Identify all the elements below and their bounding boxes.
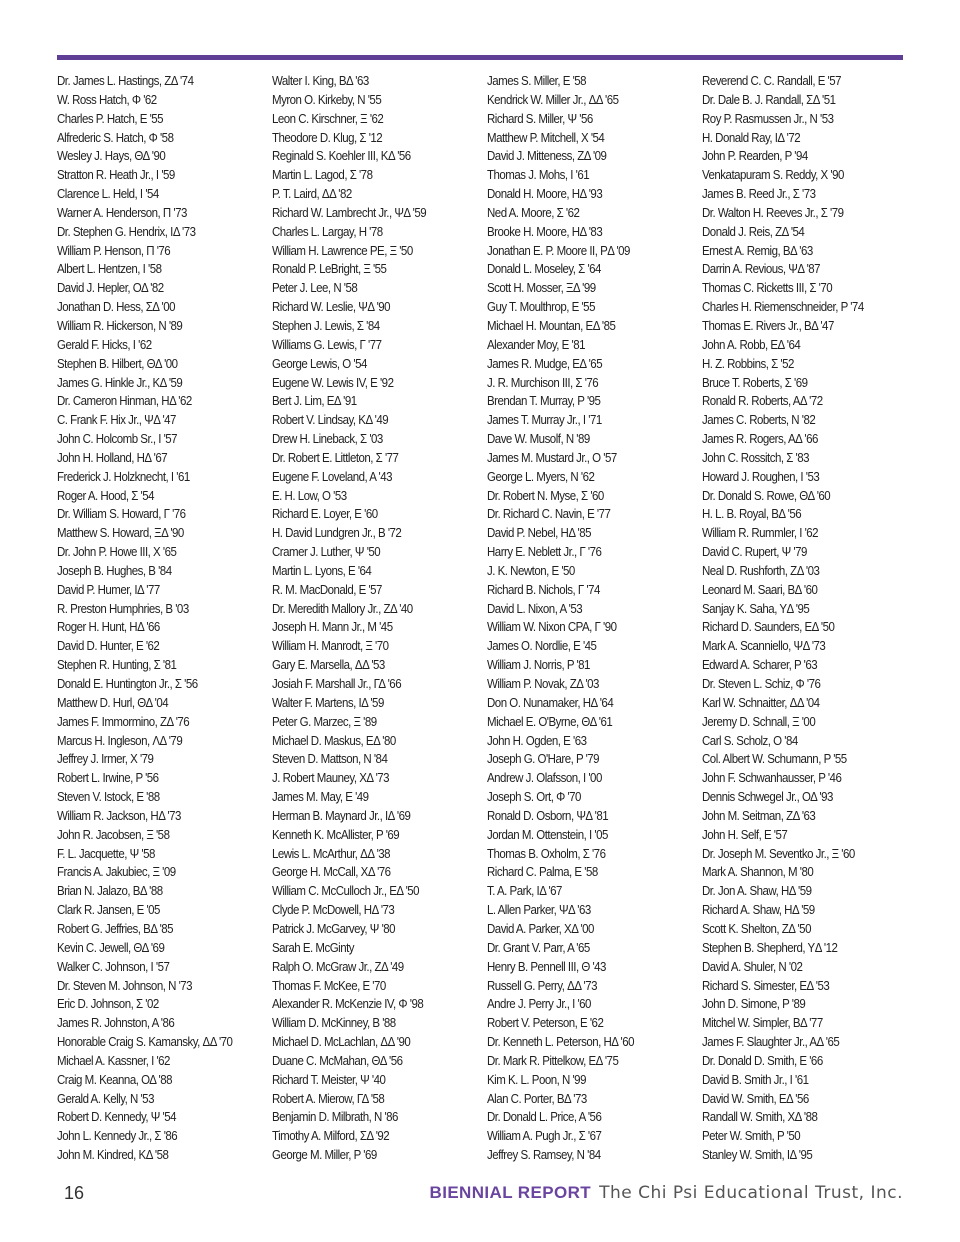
donor-entry: Howard J. Roughen, I '53 bbox=[702, 469, 820, 484]
donor-entry: James M. Mustard Jr., O '57 bbox=[487, 450, 617, 465]
donor-entry: James R. Johnston, A '86 bbox=[57, 1016, 175, 1031]
donor-entry: Richard S. Simester, EΔ '53 bbox=[702, 978, 830, 993]
donor-entry: Charles H. Riemenschneider, P '74 bbox=[702, 300, 864, 315]
donor-entry: Harry E. Neblett Jr., Γ '76 bbox=[487, 545, 602, 560]
donor-entry: Walker C. Johnson, I '57 bbox=[57, 959, 170, 974]
donor-entry: Edward A. Scharer, P '63 bbox=[702, 658, 818, 673]
donor-entry: Michael H. Mountan, EΔ '85 bbox=[487, 318, 616, 333]
donor-entry: Cramer J. Luther, Ψ '50 bbox=[272, 545, 381, 560]
donor-entry: John D. Simone, P '89 bbox=[702, 997, 806, 1012]
donor-entry: Michael D. Maskus, EΔ '80 bbox=[272, 733, 396, 748]
donor-entry: Dr. Donald L. Price, A '56 bbox=[487, 1110, 602, 1125]
donor-entry: Michael A. Kassner, I '62 bbox=[57, 1053, 170, 1068]
donor-entry: William H. Lawrence PE, Ξ '50 bbox=[272, 243, 413, 258]
donor-entry: Jeffrey S. Ramsey, N '84 bbox=[487, 1148, 601, 1163]
donor-entry: Ronald R. Roberts, AΔ '72 bbox=[702, 394, 823, 409]
donor-entry: Mitchel W. Simpler, BΔ '77 bbox=[702, 1016, 823, 1031]
donor-entry: Alexander R. McKenzie IV, Φ '98 bbox=[272, 997, 424, 1012]
donor-entry: Michael D. McLachlan, ΔΔ '90 bbox=[272, 1035, 411, 1050]
donor-entry: Bert J. Lim, EΔ '91 bbox=[272, 394, 357, 409]
donor-entry: Brooke H. Moore, HΔ '83 bbox=[487, 224, 603, 239]
donor-entry: James S. Miller, E '58 bbox=[487, 74, 587, 88]
donor-entry: Martin L. Lyons, E '64 bbox=[272, 563, 372, 578]
donor-entry: Thomas B. Oxholm, Σ '76 bbox=[487, 846, 606, 861]
donor-entry: John H. Ogden, E '63 bbox=[487, 733, 587, 748]
donor-entry: John H. Holland, HΔ '67 bbox=[57, 450, 168, 465]
donor-entry: Roger A. Hood, Σ '54 bbox=[57, 488, 155, 503]
report-label: BIENNIAL REPORT bbox=[429, 1183, 592, 1202]
donor-entry: Roy P. Rasmussen Jr., N '53 bbox=[702, 111, 834, 126]
donor-entry: Kenneth K. McAllister, P '69 bbox=[272, 827, 400, 842]
donor-entry: Richard A. Shaw, HΔ '59 bbox=[702, 903, 815, 918]
donor-entry: Joseph H. Mann Jr., M '45 bbox=[272, 620, 393, 635]
donor-entry: James T. Murray Jr., I '71 bbox=[487, 413, 602, 428]
donor-entry: John M. Kindred, KΔ '58 bbox=[57, 1148, 169, 1163]
donor-entry: Dr. James L. Hastings, ΖΔ '74 bbox=[57, 74, 194, 88]
donor-entry: Randall W. Smith, XΔ '88 bbox=[702, 1110, 818, 1125]
donor-entry: Thomas E. Rivers Jr., BΔ '47 bbox=[702, 318, 834, 333]
donor-entry: Martin L. Lagod, Σ '78 bbox=[272, 168, 373, 183]
donor-entry: Dr. Steven M. Johnson, N '73 bbox=[57, 978, 193, 993]
donor-entry: Stanley W. Smith, IΔ '95 bbox=[702, 1148, 813, 1163]
donor-entry: Alexander Moy, E '81 bbox=[487, 337, 585, 352]
donor-entry: Robert G. Jeffries, BΔ '85 bbox=[57, 921, 174, 936]
donor-entry: William R. Hickerson, N '89 bbox=[57, 318, 183, 333]
donor-entry: H. L. B. Royal, BΔ '56 bbox=[702, 507, 802, 522]
donor-entry: Williams G. Lewis, Γ '77 bbox=[272, 337, 382, 352]
donor-entry: Donald H. Moore, HΔ '93 bbox=[487, 187, 603, 202]
donor-entry: William R. Jackson, HΔ '73 bbox=[57, 808, 181, 823]
donor-entry: Don O. Nunamaker, HΔ '64 bbox=[487, 695, 614, 710]
donor-entry: Richard B. Nichols, Γ '74 bbox=[487, 582, 600, 597]
donor-entry: James G. Hinkle Jr., KΔ '59 bbox=[57, 375, 183, 390]
donor-entry: Dr. Steven L. Schiz, Φ '76 bbox=[702, 677, 821, 691]
donor-entry: John L. Kennedy Jr., Σ '86 bbox=[57, 1129, 178, 1144]
donor-entry: Steven D. Mattson, N '84 bbox=[272, 752, 388, 767]
donor-entry: Matthew P. Mitchell, X '54 bbox=[487, 130, 605, 145]
donor-entry: Dr. Robert N. Myse, Σ '60 bbox=[487, 488, 604, 503]
donor-entry: Marcus H. Ingleson, ΛΔ '79 bbox=[57, 733, 183, 748]
donor-entry: Honorable Craig S. Kamansky, ΔΔ '70 bbox=[57, 1035, 233, 1050]
donor-entry: Dr. Donald D. Smith, E '66 bbox=[702, 1053, 823, 1068]
donor-entry: J. Robert Mauney, XΔ '73 bbox=[272, 771, 390, 786]
donor-entry: P. T. Laird, ΔΔ '82 bbox=[272, 187, 352, 202]
donor-entry: Walter F. Martens, IΔ '59 bbox=[272, 695, 384, 710]
donor-entry: David J. Mitteness, ΖΔ '09 bbox=[487, 149, 607, 164]
donor-entry: Eugene F. Loveland, A '43 bbox=[272, 469, 392, 484]
donor-entry: John H. Self, E '57 bbox=[702, 827, 788, 842]
donor-entry: Mark A. Scanniello, ΨΔ '73 bbox=[702, 639, 826, 654]
donor-entry: Peter W. Smith, P '50 bbox=[702, 1129, 801, 1144]
donor-entry: Alan C. Porter, BΔ '73 bbox=[487, 1091, 587, 1106]
donor-entry: Dr. Walton H. Reeves Jr., Σ '79 bbox=[702, 205, 844, 220]
donor-entry: J. K. Newton, E '50 bbox=[487, 563, 575, 578]
donor-entry: Gerald F. Hicks, I '62 bbox=[57, 337, 152, 352]
donor-entry: George H. McCall, XΔ '76 bbox=[272, 865, 391, 880]
donor-entry: Donald L. Moseley, Σ '64 bbox=[487, 262, 601, 277]
donor-entry: Kendrick W. Miller Jr., ΔΔ '65 bbox=[487, 92, 619, 107]
donor-entry: Stratton R. Heath Jr., I '59 bbox=[57, 168, 175, 183]
donor-entry: Henry B. Pennell III, Θ '43 bbox=[487, 959, 606, 974]
donor-entry: Ralph O. McGraw Jr., ΖΔ '49 bbox=[272, 959, 404, 974]
donor-entry: Gerald A. Kelly, N '53 bbox=[57, 1091, 154, 1106]
donor-entry: Dr. Kenneth L. Peterson, HΔ '60 bbox=[487, 1035, 634, 1050]
donor-entry: Russell G. Perry, ΔΔ '73 bbox=[487, 978, 598, 993]
donor-entry: Stephen B. Hilbert, ΘΔ '00 bbox=[57, 356, 178, 371]
donor-entry: William H. Manrodt, Ξ '70 bbox=[272, 639, 389, 654]
donor-entry: David A. Shuler, N '02 bbox=[702, 959, 803, 974]
donor-entry: Craig M. Keanna, ΟΔ '88 bbox=[57, 1072, 172, 1087]
donor-list bbox=[57, 72, 917, 1165]
donor-entry: Brian N. Jalazo, BΔ '88 bbox=[57, 884, 163, 899]
donor-entry: John F. Schwanhausser, P '46 bbox=[702, 771, 842, 786]
donor-entry: Venkatapuram S. Reddy, X '90 bbox=[702, 168, 844, 183]
donor-entry: Dr. Stephen G. Hendrix, IΔ '73 bbox=[57, 224, 196, 239]
donor-entry: R. Preston Humphries, B '03 bbox=[57, 601, 189, 616]
donor-entry: Joseph S. Ort, Φ '70 bbox=[487, 790, 581, 805]
donor-entry: Andrew J. Olafsson, I '00 bbox=[487, 771, 602, 786]
donor-entry: E. H. Low, O '53 bbox=[272, 488, 347, 503]
donor-entry: William A. Pugh Jr., Σ '67 bbox=[487, 1129, 602, 1144]
donor-entry: Dr. William S. Howard, Γ '76 bbox=[57, 507, 186, 522]
donor-entry: Guy T. Moulthrop, E '55 bbox=[487, 300, 595, 315]
donor-entry: Dennis Schwegel Jr., ΟΔ '93 bbox=[702, 790, 833, 805]
donor-entry: Richard W. Leslie, ΨΔ '90 bbox=[272, 300, 391, 315]
donor-entry: Dr. Mark R. Pittelkow, EΔ '75 bbox=[487, 1053, 619, 1068]
donor-entry: Dr. Robert E. Littleton, Σ '77 bbox=[272, 450, 399, 465]
donor-entry: Dr. Cameron Hinman, HΔ '62 bbox=[57, 394, 192, 409]
donor-entry: L. Allen Parker, ΨΔ '63 bbox=[487, 903, 591, 918]
donor-entry: Ronald D. Osborn, ΨΔ '81 bbox=[487, 808, 609, 823]
donor-entry: Dr. Meredith Mallory Jr., ΖΔ '40 bbox=[272, 601, 413, 616]
donor-entry: Reginald S. Koehler III, KΔ '56 bbox=[272, 149, 411, 164]
donor-entry: Leonard M. Saari, BΔ '60 bbox=[702, 582, 818, 597]
donor-entry: W. Ross Hatch, Φ '62 bbox=[57, 92, 157, 107]
donor-entry: James F. Immormino, ΖΔ '76 bbox=[57, 714, 190, 729]
donor-entry: Joseph G. O'Hare, P '79 bbox=[487, 752, 600, 767]
donor-column-1 bbox=[57, 72, 272, 1165]
donor-entry: Jonathan E. P. Moore II, PΔ '09 bbox=[487, 243, 630, 258]
donor-entry: Jeffrey J. Irmer, X '79 bbox=[57, 752, 154, 767]
donor-entry: Richard S. Miller, Ψ '56 bbox=[487, 111, 593, 126]
donor-entry: Eric D. Johnson, Σ '02 bbox=[57, 997, 159, 1012]
donor-entry: John R. Jacobsen, Ξ '58 bbox=[57, 827, 170, 842]
donor-entry: Bruce T. Roberts, Σ '69 bbox=[702, 375, 808, 390]
donor-entry: Robert V. Lindsay, KΔ '49 bbox=[272, 413, 389, 428]
donor-entry: Richard T. Meister, Ψ '40 bbox=[272, 1072, 386, 1087]
donor-entry: Darrin A. Revious, ΨΔ '87 bbox=[702, 262, 821, 277]
donor-entry: Theodore D. Klug, Σ '12 bbox=[272, 130, 383, 145]
donor-entry: Ernest A. Remig, BΔ '63 bbox=[702, 243, 813, 258]
donor-entry: James C. Roberts, N '82 bbox=[702, 413, 816, 428]
donor-entry: Peter G. Marzec, Ξ '89 bbox=[272, 714, 377, 729]
donor-entry: Robert V. Peterson, E '62 bbox=[487, 1016, 604, 1031]
donor-entry: William W. Nixon CPA, Γ '90 bbox=[487, 620, 617, 635]
header-rule bbox=[57, 55, 903, 60]
donor-entry: Donald E. Huntington Jr., Σ '56 bbox=[57, 677, 198, 691]
donor-entry: Stephen J. Lewis, Σ '84 bbox=[272, 318, 380, 333]
donor-entry: Duane C. McMahan, ΘΔ '56 bbox=[272, 1053, 403, 1068]
donor-entry: Herman B. Maynard Jr., IΔ '69 bbox=[272, 808, 411, 823]
donor-entry: David J. Hepler, ΟΔ '82 bbox=[57, 281, 164, 296]
donor-entry: Dr. Jon A. Shaw, HΔ '59 bbox=[702, 884, 812, 899]
donor-entry: Dr. John P. Howe III, X '65 bbox=[57, 545, 177, 560]
donor-entry: Scott H. Mosser, ΞΔ '99 bbox=[487, 281, 596, 296]
donor-entry: Wesley J. Hays, ΘΔ '90 bbox=[57, 149, 166, 164]
donor-entry: Donald J. Reis, ΖΔ '54 bbox=[702, 224, 805, 239]
donor-entry: Thomas F. McKee, E '70 bbox=[272, 978, 386, 993]
donor-entry: Walter I. King, BΔ '63 bbox=[272, 74, 369, 88]
donor-entry: Gary E. Marsella, ΔΔ '53 bbox=[272, 658, 385, 673]
donor-entry: Josiah F. Marshall Jr., ΓΔ '66 bbox=[272, 677, 402, 691]
donor-entry: F. L. Jacquette, Ψ '58 bbox=[57, 846, 155, 861]
donor-entry: Neal D. Rushforth, ΖΔ '03 bbox=[702, 563, 820, 578]
donor-entry: Patrick J. McGarvey, Ψ '80 bbox=[272, 921, 396, 936]
donor-entry: Robert D. Kennedy, Ψ '54 bbox=[57, 1110, 176, 1125]
donor-entry: Clyde P. McDowell, HΔ '73 bbox=[272, 903, 395, 918]
donor-entry: John C. Rossitch, Σ '83 bbox=[702, 450, 809, 465]
donor-entry: Kim K. L. Poon, N '99 bbox=[487, 1072, 586, 1087]
donor-entry: C. Frank F. Hix Jr., ΨΔ '47 bbox=[57, 413, 176, 428]
donor-entry: William P. Henson, Π '76 bbox=[57, 243, 171, 258]
donor-entry: Mark A. Shannon, M '80 bbox=[702, 865, 814, 880]
donor-entry: David W. Smith, EΔ '56 bbox=[702, 1091, 809, 1106]
donor-entry: Thomas J. Mohs, I '61 bbox=[487, 168, 590, 183]
donor-entry: Clark R. Jansen, E '05 bbox=[57, 903, 160, 918]
donor-entry: Charles P. Hatch, E '55 bbox=[57, 111, 164, 126]
donor-entry: John M. Seitman, ΖΔ '63 bbox=[702, 808, 816, 823]
donor-entry: George Lewis, O '54 bbox=[272, 356, 367, 371]
donor-entry: Jordan M. Ottenstein, I '05 bbox=[487, 827, 608, 842]
donor-entry: John C. Holcomb Sr., I '57 bbox=[57, 432, 178, 447]
donor-entry: Robert L. Irwine, P '56 bbox=[57, 771, 159, 786]
donor-entry: James B. Reed Jr., Σ '73 bbox=[702, 187, 816, 202]
footer-title bbox=[430, 1183, 903, 1203]
donor-entry: Matthew D. Hurl, ΘΔ '04 bbox=[57, 695, 169, 710]
donor-entry: Myron O. Kirkeby, N '55 bbox=[272, 92, 382, 107]
donor-entry: Richard D. Saunders, EΔ '50 bbox=[702, 620, 835, 635]
donor-entry: James F. Slaughter Jr., AΔ '65 bbox=[702, 1035, 840, 1050]
donor-entry: Timothy A. Milford, ΣΔ '92 bbox=[272, 1129, 390, 1144]
donor-entry: David C. Rupert, Ψ '79 bbox=[702, 545, 807, 560]
page-number: 16 bbox=[64, 1183, 85, 1203]
donor-entry: Col. Albert W. Schumann, P '55 bbox=[702, 752, 847, 767]
donor-entry: James O. Nordlie, E '45 bbox=[487, 639, 597, 654]
donor-column-3 bbox=[487, 72, 702, 1165]
donor-entry: H. David Lundgren Jr., B '72 bbox=[272, 526, 402, 541]
donor-column-4 bbox=[702, 72, 917, 1165]
donor-entry: Dr. Joseph M. Seventko Jr., Ξ '60 bbox=[702, 846, 855, 861]
donor-entry: J. R. Murchison III, Σ '76 bbox=[487, 375, 599, 390]
donor-entry: Dr. Dale B. J. Randall, ΣΔ '51 bbox=[702, 92, 836, 107]
donor-column-2 bbox=[272, 72, 487, 1165]
donor-entry: James R. Mudge, EΔ '65 bbox=[487, 356, 603, 371]
donor-entry: Scott K. Shelton, ZΔ '50 bbox=[702, 921, 811, 936]
donor-entry: James M. May, E '49 bbox=[272, 790, 369, 805]
donor-entry: Stephen R. Hunting, Σ '81 bbox=[57, 658, 177, 673]
donor-entry: Andre J. Perry Jr., I '60 bbox=[487, 997, 591, 1012]
donor-entry: Carl S. Scholz, O '84 bbox=[702, 733, 798, 748]
donor-entry: William C. McCulloch Jr., EΔ '50 bbox=[272, 884, 420, 899]
organization-name: The Chi Psi Educational Trust, Inc. bbox=[599, 1183, 903, 1203]
donor-entry: T. A. Park, IΔ '67 bbox=[487, 884, 562, 899]
donor-entry: Benjamin D. Milbrath, N '86 bbox=[272, 1110, 398, 1125]
donor-entry: Steven V. Istock, E '88 bbox=[57, 790, 160, 805]
donor-entry: George L. Myers, N '62 bbox=[487, 469, 595, 484]
donor-entry: David A. Parker, XΔ '00 bbox=[487, 921, 594, 936]
donor-entry: Brendan T. Murray, P '95 bbox=[487, 394, 601, 409]
page-footer bbox=[0, 1183, 960, 1213]
donor-entry: Robert A. Mierow, ΓΔ '58 bbox=[272, 1091, 385, 1106]
donor-entry: Ned A. Moore, Σ '62 bbox=[487, 205, 580, 220]
donor-entry: Ronald P. LeBright, Ξ '55 bbox=[272, 262, 387, 277]
donor-entry: Frederick J. Holzknecht, I '61 bbox=[57, 469, 190, 484]
donor-entry: Roger H. Hunt, HΔ '66 bbox=[57, 620, 160, 635]
donor-entry: James R. Rogers, AΔ '66 bbox=[702, 432, 818, 447]
donor-entry: Richard C. Palma, E '58 bbox=[487, 865, 598, 880]
donor-entry: David L. Nixon, A '53 bbox=[487, 601, 583, 616]
donor-entry: William R. Rummler, I '62 bbox=[702, 526, 819, 541]
donor-entry: Joseph B. Hughes, B '84 bbox=[57, 563, 172, 578]
donor-entry: Sarah E. McGinty bbox=[272, 940, 355, 955]
donor-entry: Charles L. Largay, H '78 bbox=[272, 224, 383, 239]
donor-entry: Alfrederic S. Hatch, Φ '58 bbox=[57, 130, 174, 145]
donor-entry: Eugene W. Lewis IV, E '92 bbox=[272, 375, 394, 390]
donor-entry: Jonathan D. Hess, ΣΔ '00 bbox=[57, 300, 176, 315]
donor-entry: David P. Humer, IΔ '77 bbox=[57, 582, 160, 597]
donor-entry: David P. Nebel, HΔ '85 bbox=[487, 526, 592, 541]
donor-entry: George M. Miller, P '69 bbox=[272, 1148, 377, 1163]
donor-entry: Leon C. Kirschner, Ξ '62 bbox=[272, 111, 384, 126]
donor-entry: David D. Hunter, E '62 bbox=[57, 639, 160, 654]
donor-entry: Dr. Grant V. Parr, A '65 bbox=[487, 940, 590, 955]
donor-entry: Francis A. Jakubiec, Ξ '09 bbox=[57, 865, 176, 880]
donor-entry: Kevin C. Jewell, ΘΔ '69 bbox=[57, 940, 165, 955]
donor-entry: Sanjay K. Saha, YΔ '95 bbox=[702, 601, 810, 616]
donor-entry: Dr. Donald S. Rowe, ΘΔ '60 bbox=[702, 488, 831, 503]
donor-entry: John A. Robb, EΔ '64 bbox=[702, 337, 801, 352]
donor-entry: Warner A. Henderson, Π '73 bbox=[57, 205, 187, 220]
donor-entry: Dr. Richard C. Navin, E '77 bbox=[487, 507, 611, 522]
donor-entry: John P. Rearden, P '94 bbox=[702, 149, 808, 164]
donor-entry: Reverend C. C. Randall, E '57 bbox=[702, 74, 842, 88]
donor-entry: William J. Norris, P '81 bbox=[487, 658, 590, 673]
donor-entry: Michael E. O'Byrne, ΘΔ '61 bbox=[487, 714, 613, 729]
donor-entry: Dave W. Musolf, N '89 bbox=[487, 432, 590, 447]
donor-entry: Stephen B. Shepherd, YΔ '12 bbox=[702, 940, 838, 955]
donor-entry: Thomas C. Ricketts III, Σ '70 bbox=[702, 281, 833, 296]
donor-entry: William P. Novak, ΖΔ '03 bbox=[487, 677, 599, 691]
donor-entry: Jeremy D. Schnall, Ξ '00 bbox=[702, 714, 816, 729]
donor-entry: David B. Smith Jr., I '61 bbox=[702, 1072, 809, 1087]
donor-entry: Karl W. Schnaitter, ΔΔ '04 bbox=[702, 695, 820, 710]
donor-entry: R. M. MacDonald, E '57 bbox=[272, 582, 382, 597]
donor-entry: Richard W. Lambrecht Jr., ΨΔ '59 bbox=[272, 205, 427, 220]
donor-entry: Drew H. Lineback, Σ '03 bbox=[272, 432, 383, 447]
donor-entry: Matthew S. Howard, ΞΔ '90 bbox=[57, 526, 184, 541]
donor-entry: H. Donald Ray, IΔ '72 bbox=[702, 130, 801, 145]
donor-entry: Albert L. Hentzen, I '58 bbox=[57, 262, 162, 277]
donor-entry: Richard E. Loyer, E '60 bbox=[272, 507, 378, 522]
donor-entry: William D. McKinney, B '88 bbox=[272, 1016, 396, 1031]
donor-entry: Lewis L. McArthur, ΔΔ '38 bbox=[272, 846, 391, 861]
donor-entry: Clarence L. Held, I '54 bbox=[57, 187, 159, 202]
donor-entry: H. Z. Robbins, Σ '52 bbox=[702, 356, 794, 371]
donor-entry: Peter J. Lee, N '58 bbox=[272, 281, 358, 296]
